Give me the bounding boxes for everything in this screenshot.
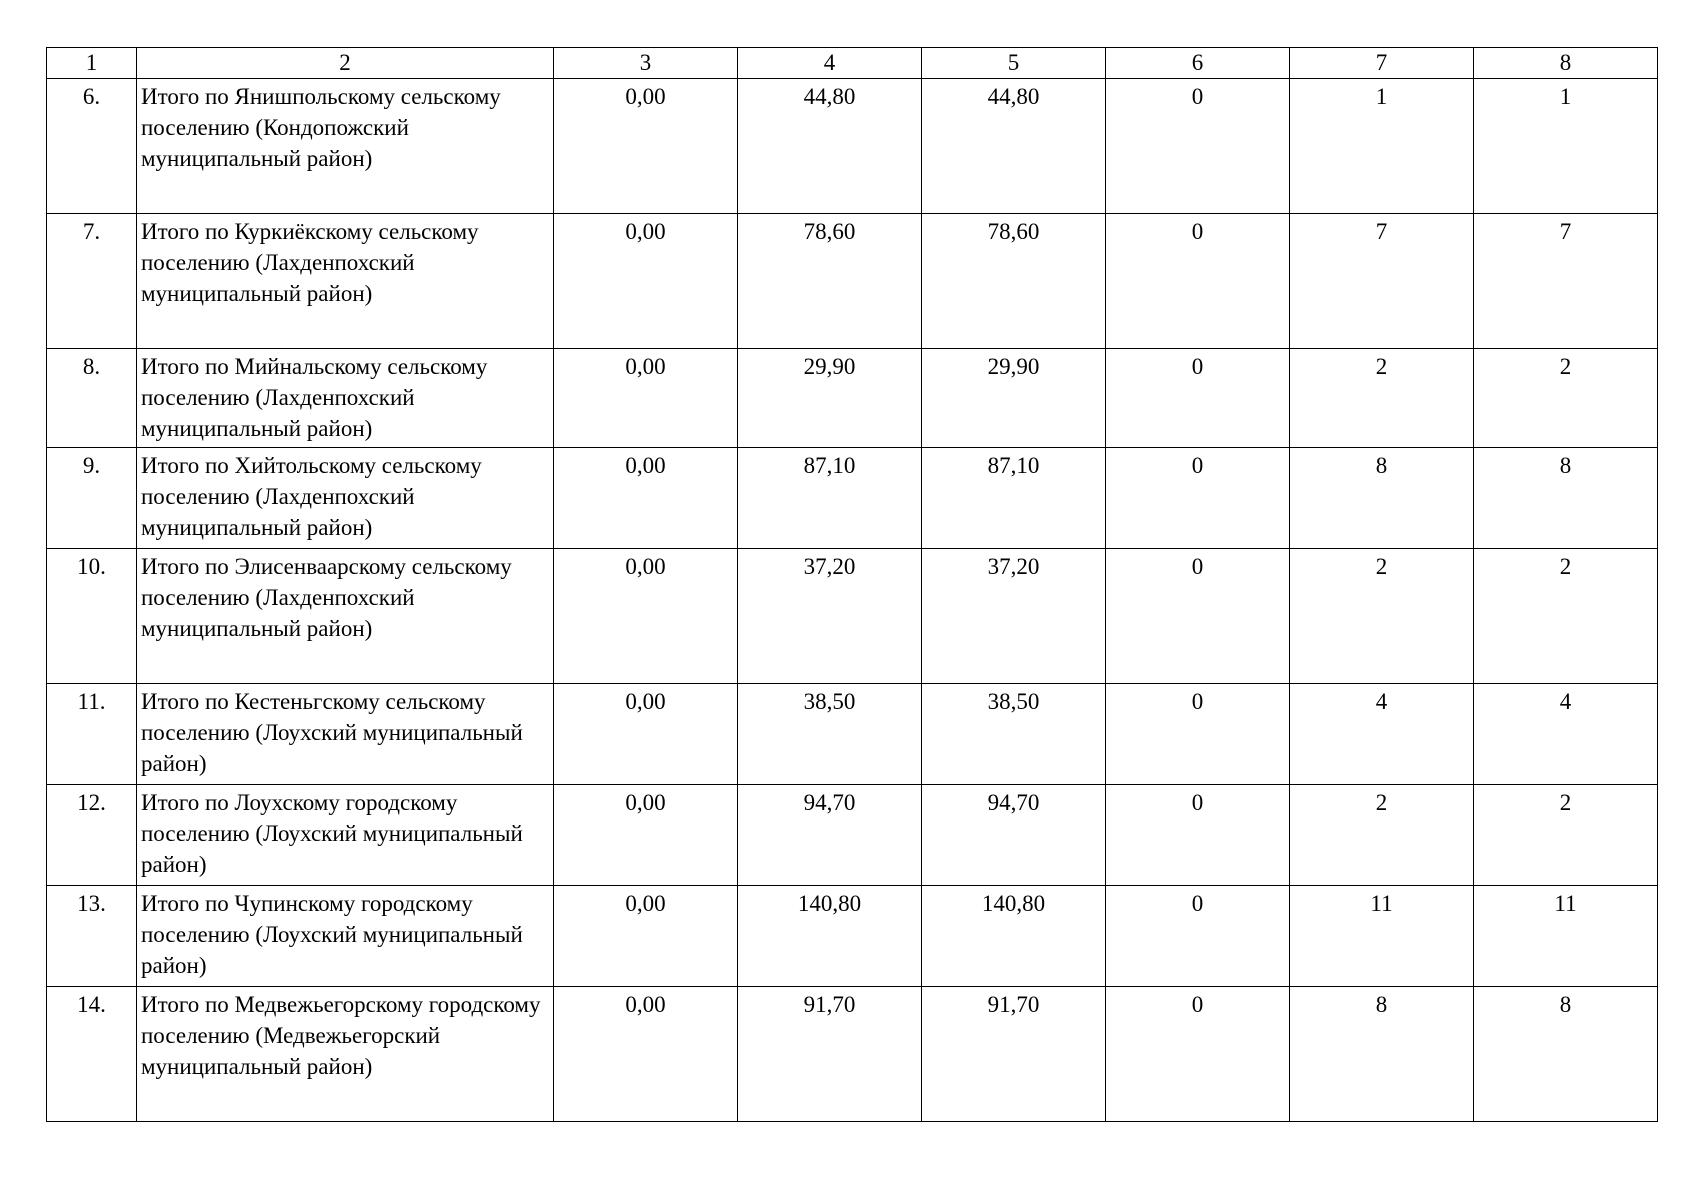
cell-col-6: 0 [1106, 684, 1290, 785]
cell-col-5: 87,10 [922, 448, 1106, 549]
cell-col-6: 0 [1106, 214, 1290, 349]
row-name: Итого по Медвежьегорскому городскому поселению (Медвежьегорский муниципальный район) [137, 987, 554, 1122]
cell-col-8: 2 [1474, 785, 1658, 886]
cell-col-7: 1 [1290, 79, 1474, 214]
row-name: Итого по Мийнальскому сельскому поселению (Лахденпохский муниципальный район) [137, 349, 554, 448]
cell-col-5: 37,20 [922, 549, 1106, 684]
row-number: 12. [47, 785, 137, 886]
table-row [47, 886, 1658, 987]
cell-col-5: 29,90 [922, 349, 1106, 448]
cell-col-7: 2 [1290, 349, 1474, 448]
row-number: 11. [47, 684, 137, 785]
cell-col-6: 0 [1106, 79, 1290, 214]
cell-col-3: 0,00 [554, 886, 738, 987]
cell-col-4: 87,10 [738, 448, 922, 549]
column-header-1: 1 [47, 48, 137, 79]
column-header-6: 6 [1106, 48, 1290, 79]
table-header-row [47, 48, 1658, 79]
table-row [47, 549, 1658, 684]
cell-col-4: 94,70 [738, 785, 922, 886]
cell-col-8: 8 [1474, 448, 1658, 549]
cell-col-6: 0 [1106, 549, 1290, 684]
row-number: 7. [47, 214, 137, 349]
cell-col-4: 37,20 [738, 549, 922, 684]
cell-col-5: 91,70 [922, 987, 1106, 1122]
row-name: Итого по Лоухскому городскому поселению (Лоухский муниципальный район) [137, 785, 554, 886]
cell-col-4: 140,80 [738, 886, 922, 987]
cell-col-6: 0 [1106, 886, 1290, 987]
table-row [47, 214, 1658, 349]
cell-col-4: 44,80 [738, 79, 922, 214]
cell-col-3: 0,00 [554, 549, 738, 684]
cell-col-8: 8 [1474, 987, 1658, 1122]
table-row [47, 684, 1658, 785]
cell-col-7: 2 [1290, 785, 1474, 886]
column-header-4: 4 [738, 48, 922, 79]
cell-col-7: 8 [1290, 448, 1474, 549]
cell-col-8: 2 [1474, 349, 1658, 448]
column-header-8: 8 [1474, 48, 1658, 79]
cell-col-6: 0 [1106, 785, 1290, 886]
cell-col-8: 4 [1474, 684, 1658, 785]
cell-col-6: 0 [1106, 349, 1290, 448]
cell-col-3: 0,00 [554, 448, 738, 549]
row-name: Итого по Хийтольскому сельскому поселению (Лахденпохский муниципальный район) [137, 448, 554, 549]
cell-col-5: 140,80 [922, 886, 1106, 987]
row-name: Итого по Янишпольскому сельскому поселению (Кондопожский муниципальный район) [137, 79, 554, 214]
table-row [47, 448, 1658, 549]
cell-col-5: 38,50 [922, 684, 1106, 785]
cell-col-3: 0,00 [554, 987, 738, 1122]
row-number: 13. [47, 886, 137, 987]
data-table [46, 47, 1658, 1122]
row-name: Итого по Куркиёкскому сельскому поселению (Лахденпохский муниципальный район) [137, 214, 554, 349]
column-header-3: 3 [554, 48, 738, 79]
row-name: Итого по Кестеньгскому сельскому поселению (Лоухский муниципальный район) [137, 684, 554, 785]
table-row [47, 79, 1658, 214]
cell-col-5: 94,70 [922, 785, 1106, 886]
row-name: Итого по Чупинскому городскому поселению (Лоухский муниципальный район) [137, 886, 554, 987]
cell-col-6: 0 [1106, 448, 1290, 549]
cell-col-7: 7 [1290, 214, 1474, 349]
cell-col-5: 44,80 [922, 79, 1106, 214]
cell-col-8: 1 [1474, 79, 1658, 214]
column-header-7: 7 [1290, 48, 1474, 79]
cell-col-8: 2 [1474, 549, 1658, 684]
row-number: 6. [47, 79, 137, 214]
cell-col-4: 29,90 [738, 349, 922, 448]
cell-col-3: 0,00 [554, 349, 738, 448]
table-row [47, 349, 1658, 448]
cell-col-3: 0,00 [554, 79, 738, 214]
cell-col-7: 4 [1290, 684, 1474, 785]
cell-col-3: 0,00 [554, 785, 738, 886]
table-row [47, 785, 1658, 886]
cell-col-8: 11 [1474, 886, 1658, 987]
row-number: 8. [47, 349, 137, 448]
cell-col-3: 0,00 [554, 684, 738, 785]
row-number: 10. [47, 549, 137, 684]
row-number: 9. [47, 448, 137, 549]
cell-col-4: 78,60 [738, 214, 922, 349]
cell-col-3: 0,00 [554, 214, 738, 349]
table-row [47, 987, 1658, 1122]
cell-col-7: 8 [1290, 987, 1474, 1122]
row-name: Итого по Элисенваарскому сельскому поселению (Лахденпохский муниципальный район) [137, 549, 554, 684]
column-header-2: 2 [137, 48, 554, 79]
cell-col-4: 91,70 [738, 987, 922, 1122]
cell-col-7: 11 [1290, 886, 1474, 987]
cell-col-7: 2 [1290, 549, 1474, 684]
row-number: 14. [47, 987, 137, 1122]
cell-col-5: 78,60 [922, 214, 1106, 349]
column-header-5: 5 [922, 48, 1106, 79]
cell-col-4: 38,50 [738, 684, 922, 785]
cell-col-6: 0 [1106, 987, 1290, 1122]
cell-col-8: 7 [1474, 214, 1658, 349]
